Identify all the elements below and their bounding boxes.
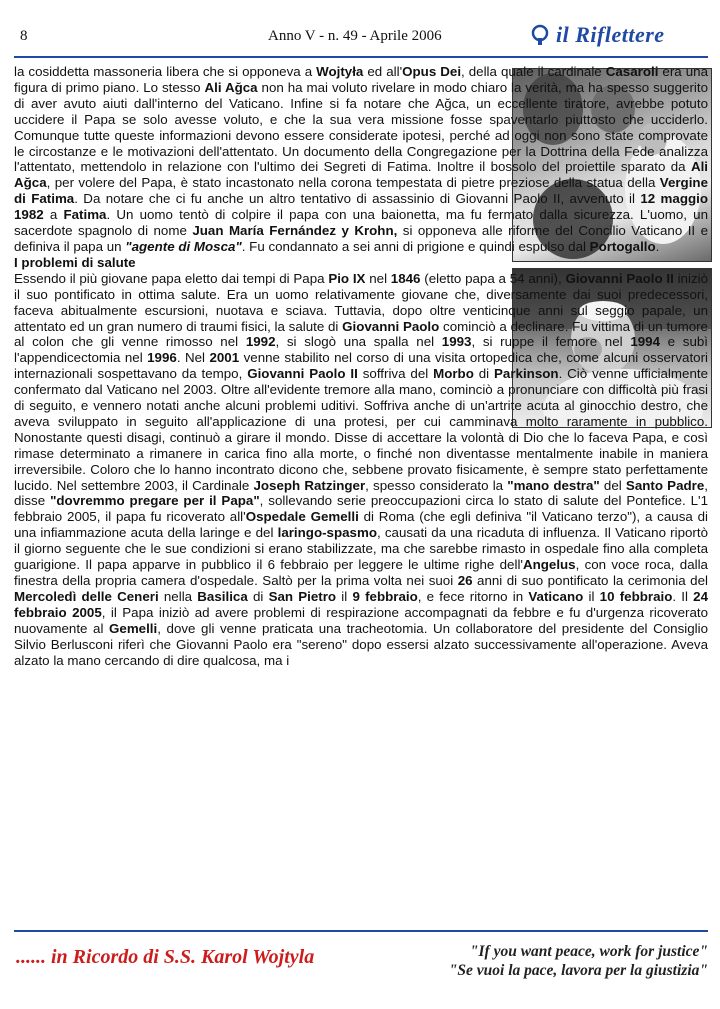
text-run: , della quale il cardinale — [461, 64, 606, 79]
text-run: , disse — [14, 477, 708, 509]
text-run: laringo-spasmo — [277, 525, 377, 541]
text-run: Santo Padre — [625, 477, 705, 493]
text-run: il — [583, 588, 600, 604]
text-run: venne stabilito nel corso di una visita ortopedica che, come alcuni osservatori internazionali sospettavano da tempo, — [14, 350, 708, 382]
text-run: non ha mai voluto rivelare in modo chiaro la verità, ma ha spesso suggerito di aver avuto aiuti dall'interno del Vaticano. Infine si fa notare che Ağca, un eccellente tiratore, avrebbe potuto uccidere il Papa se solo avesse voluto, e che la sua vera missione fosse spaventarlo piuttosto che ucciderlo. Comunque tutte queste informazioni devono essere considerate ipotesi, perché ad oggi non sono state comprovate le circostanze e le motivazioni dell'attentato. Un documento della Congregazione per la Dottrina della Fede analizza l'attentato, mettendolo in relazione con l'ultimo dei Segreti di Fatima. Inoltre il bossolo del proiettile sparato da — [14, 79, 708, 175]
text-run: nel — [365, 270, 391, 286]
text-run: Vaticano — [528, 588, 584, 604]
text-run: di Roma (che egli definiva "il Vaticano terzo"), a causa di una infiammazione acuta della laringe e del — [14, 509, 708, 541]
text-run: a — [43, 207, 64, 223]
article-paragraph-1 — [14, 64, 708, 255]
text-run: "mano destra" — [507, 477, 600, 493]
text-run: Ospedale Gemelli — [245, 509, 359, 525]
text-run: Juan María Fernández y Krohn, — [192, 223, 398, 239]
text-run: 1994 — [630, 334, 660, 350]
logo — [528, 20, 710, 50]
text-run: la cosiddetta massoneria libera che si opponeva a — [14, 64, 317, 79]
text-run: . Il — [672, 588, 694, 604]
text-run: (eletto papa a 54 anni), — [420, 270, 566, 286]
text-run: "agente di Mosca" — [125, 238, 242, 254]
text-run: Portogallo — [589, 238, 656, 254]
article-text — [14, 64, 708, 668]
logo-text: il Riflettere — [556, 22, 665, 47]
text-run: 12 maggio 1982 — [14, 191, 708, 223]
text-run: 9 febbraio — [352, 588, 418, 604]
text-run: . Un uomo tentò di colpire il papa con una baionetta, ma fu fermato dalla sicurezza. L'uomo, un sacerdote spagnolo di nome — [14, 207, 709, 239]
text-run: di — [247, 588, 269, 604]
text-run: , si ruppe il femore nel — [471, 334, 631, 350]
text-run: Ali Ağca — [204, 79, 258, 95]
article-paragraph-2 — [14, 271, 708, 669]
text-run: iniziò il suo pontificato in ottima salute. Era un uomo relativamente giovane che, diversamente dai suoi predecessori, faceva abitualmente escursioni, nuotava e sciava. Tuttavia, dopo oltre venticinque anni sul seggio papale, un attentato ed un gran numero di traumi fisici, la salute di — [14, 270, 708, 334]
text-run: Opus Dei — [402, 64, 462, 79]
text-run: Ali Ağca — [14, 159, 708, 191]
text-run: si opponeva alle riforme del Concilio Vaticano II e definiva il papa un — [14, 223, 708, 254]
text-run: Joseph Ratzinger — [253, 477, 366, 493]
text-run: nella — [158, 588, 198, 604]
text-run: 1993 — [441, 334, 472, 350]
text-run: , dove gli venne praticata una tracheotomia. Un collaboratore del presidente del Consiglio Silvio Berlusconi riferì che Giovanni Paolo era "sereno" dopo essersi alzato successivamente all'operazione. Aveva alzato la mano cercando di dire qualcosa, ma i — [14, 620, 708, 668]
text-run: Gemelli — [109, 620, 158, 636]
text-run: 2001 — [209, 350, 240, 366]
text-run: Essendo il più giovane papa eletto dai tempi di Papa — [14, 270, 329, 286]
text-run: Angelus — [522, 557, 576, 573]
text-run: Parkinson — [494, 366, 559, 382]
text-run: di — [473, 366, 495, 382]
text-run: , si slogò una spalla nel — [275, 334, 442, 350]
text-run: Pio IX — [328, 270, 366, 286]
text-run: Vergine di Fatima — [14, 175, 708, 207]
text-run: 10 febbraio — [599, 588, 673, 604]
text-run: del — [599, 477, 626, 493]
page-number: 8 — [20, 28, 28, 44]
text-run: , spesso considerato la — [365, 477, 508, 493]
text-run: San Pietro — [268, 588, 337, 604]
text-run: anni di suo pontificato la cerimonia del — [472, 573, 708, 588]
text-run: Casaroli — [605, 64, 659, 79]
text-run: 1996 — [147, 350, 177, 366]
text-run: . — [655, 238, 660, 254]
footer-rule — [14, 930, 708, 932]
text-run: Basilica — [197, 588, 248, 604]
footer-quote — [400, 942, 708, 980]
text-run: era una figura di primo piano. Lo stesso — [14, 64, 709, 95]
text-run: , il Papa iniziò ad avere problemi di respirazione accompagnati da febbre e fu d'urgenza ricoverato nuovamente al — [14, 604, 709, 636]
text-run: , e fece ritorno in — [417, 588, 529, 604]
text-run: . Da notare che ci fu anche un altro tentativo di assassinio di Giovanni Paolo II, avvenuto il — [74, 191, 641, 207]
text-run: soffriva del — [357, 366, 434, 382]
header-rule — [14, 56, 708, 58]
text-run: , con voce roca, dalla finestra della propria camera d'ospedale. Saltò per la prima volta nei suoi — [14, 557, 708, 588]
text-run: , sollevando serie preoccupazioni circa lo stato di salute del Pontefice. L'1 febbraio 2005, il papa fu ricoverato all' — [14, 493, 708, 525]
text-run: . Fu condannato a sei anni di prigione e quindi espulso dal — [241, 238, 590, 254]
section-heading: I problemi di salute — [14, 254, 136, 270]
text-run: Giovanni Paolo II — [247, 366, 358, 382]
footer-quote-english: "If you want peace, work for justice" — [469, 943, 708, 960]
text-run: Fatima — [63, 207, 107, 223]
text-run: , per volere del Papa, è stato incastonato nella corona tempestata di pietre preziose della statua della — [46, 175, 660, 191]
text-run: 1846 — [390, 270, 421, 286]
text-run: Wojtyła — [316, 64, 364, 79]
text-run: , causati da una ricaduta di influenza. Il Vaticano riportò il giorno seguente che le sue condizioni si erano stabilizzate, ma che sarebbe rimasto in ospedale fino alla completa guarigione. Il papa apparve in pubblico il 6 febbraio per leggere le ultime righe dell' — [14, 525, 708, 573]
text-run: ed all' — [363, 64, 403, 79]
text-run: Giovanni Paolo — [342, 318, 440, 334]
text-run: e subì l'appendicectomia nel — [14, 334, 709, 366]
footer-memorial: ...... in Ricordo di S.S. Karol Wojtyla — [16, 946, 315, 968]
text-run: Morbo — [433, 366, 474, 382]
text-run: il — [336, 588, 353, 604]
text-run: . Nel — [176, 350, 210, 366]
text-run: 26 — [457, 573, 473, 588]
footer-quote-italian: "Se vuoi la pace, lavora per la giustizia" — [448, 962, 708, 979]
issue-info: Anno V - n. 49 - Aprile 2006 — [268, 28, 442, 44]
text-run: "dovremmo pregare per il Papa" — [50, 493, 260, 509]
text-run: . Ciò venne ufficialmente confermato dal Vaticano nel 2003. Oltre all'evidente tremore alla mano, cominciò a pronunciare con difficoltà più frasi di seguito, e vennero notati anche alcuni problemi uditivi. Soffriva anche di un'artrite acuta al ginocchio destro, che aveva sviluppato in seguito all'applicazione di una protesi, per cui camminava molto raramente in pubblico. Nonostante questi disagi, continuò a girare il mondo. Disse di accettare la volontà di Dio che lo faceva Papa, e così rimase determinato a rimanere in carica fino alla morte, o finché non diventasse mentalmente inabile in maniera irreversibile. Coloro che lo hanno incontrato dicono che, sebbene provato fisicamente, è sempre stato perfettamente lucido. Nel settembre 2003, il Cardinale — [14, 366, 708, 493]
text-run: 1992 — [245, 334, 276, 350]
text-run: Giovanni Paolo II — [565, 270, 674, 286]
text-run: 24 febbraio 2005 — [14, 588, 709, 620]
logo-icon — [528, 23, 552, 47]
text-run: Mercoledì delle Ceneri — [14, 588, 159, 604]
text-run: cominciò a declinare. Fu vittima di un tumore al colon che gli venne rimosso nel — [14, 318, 708, 350]
